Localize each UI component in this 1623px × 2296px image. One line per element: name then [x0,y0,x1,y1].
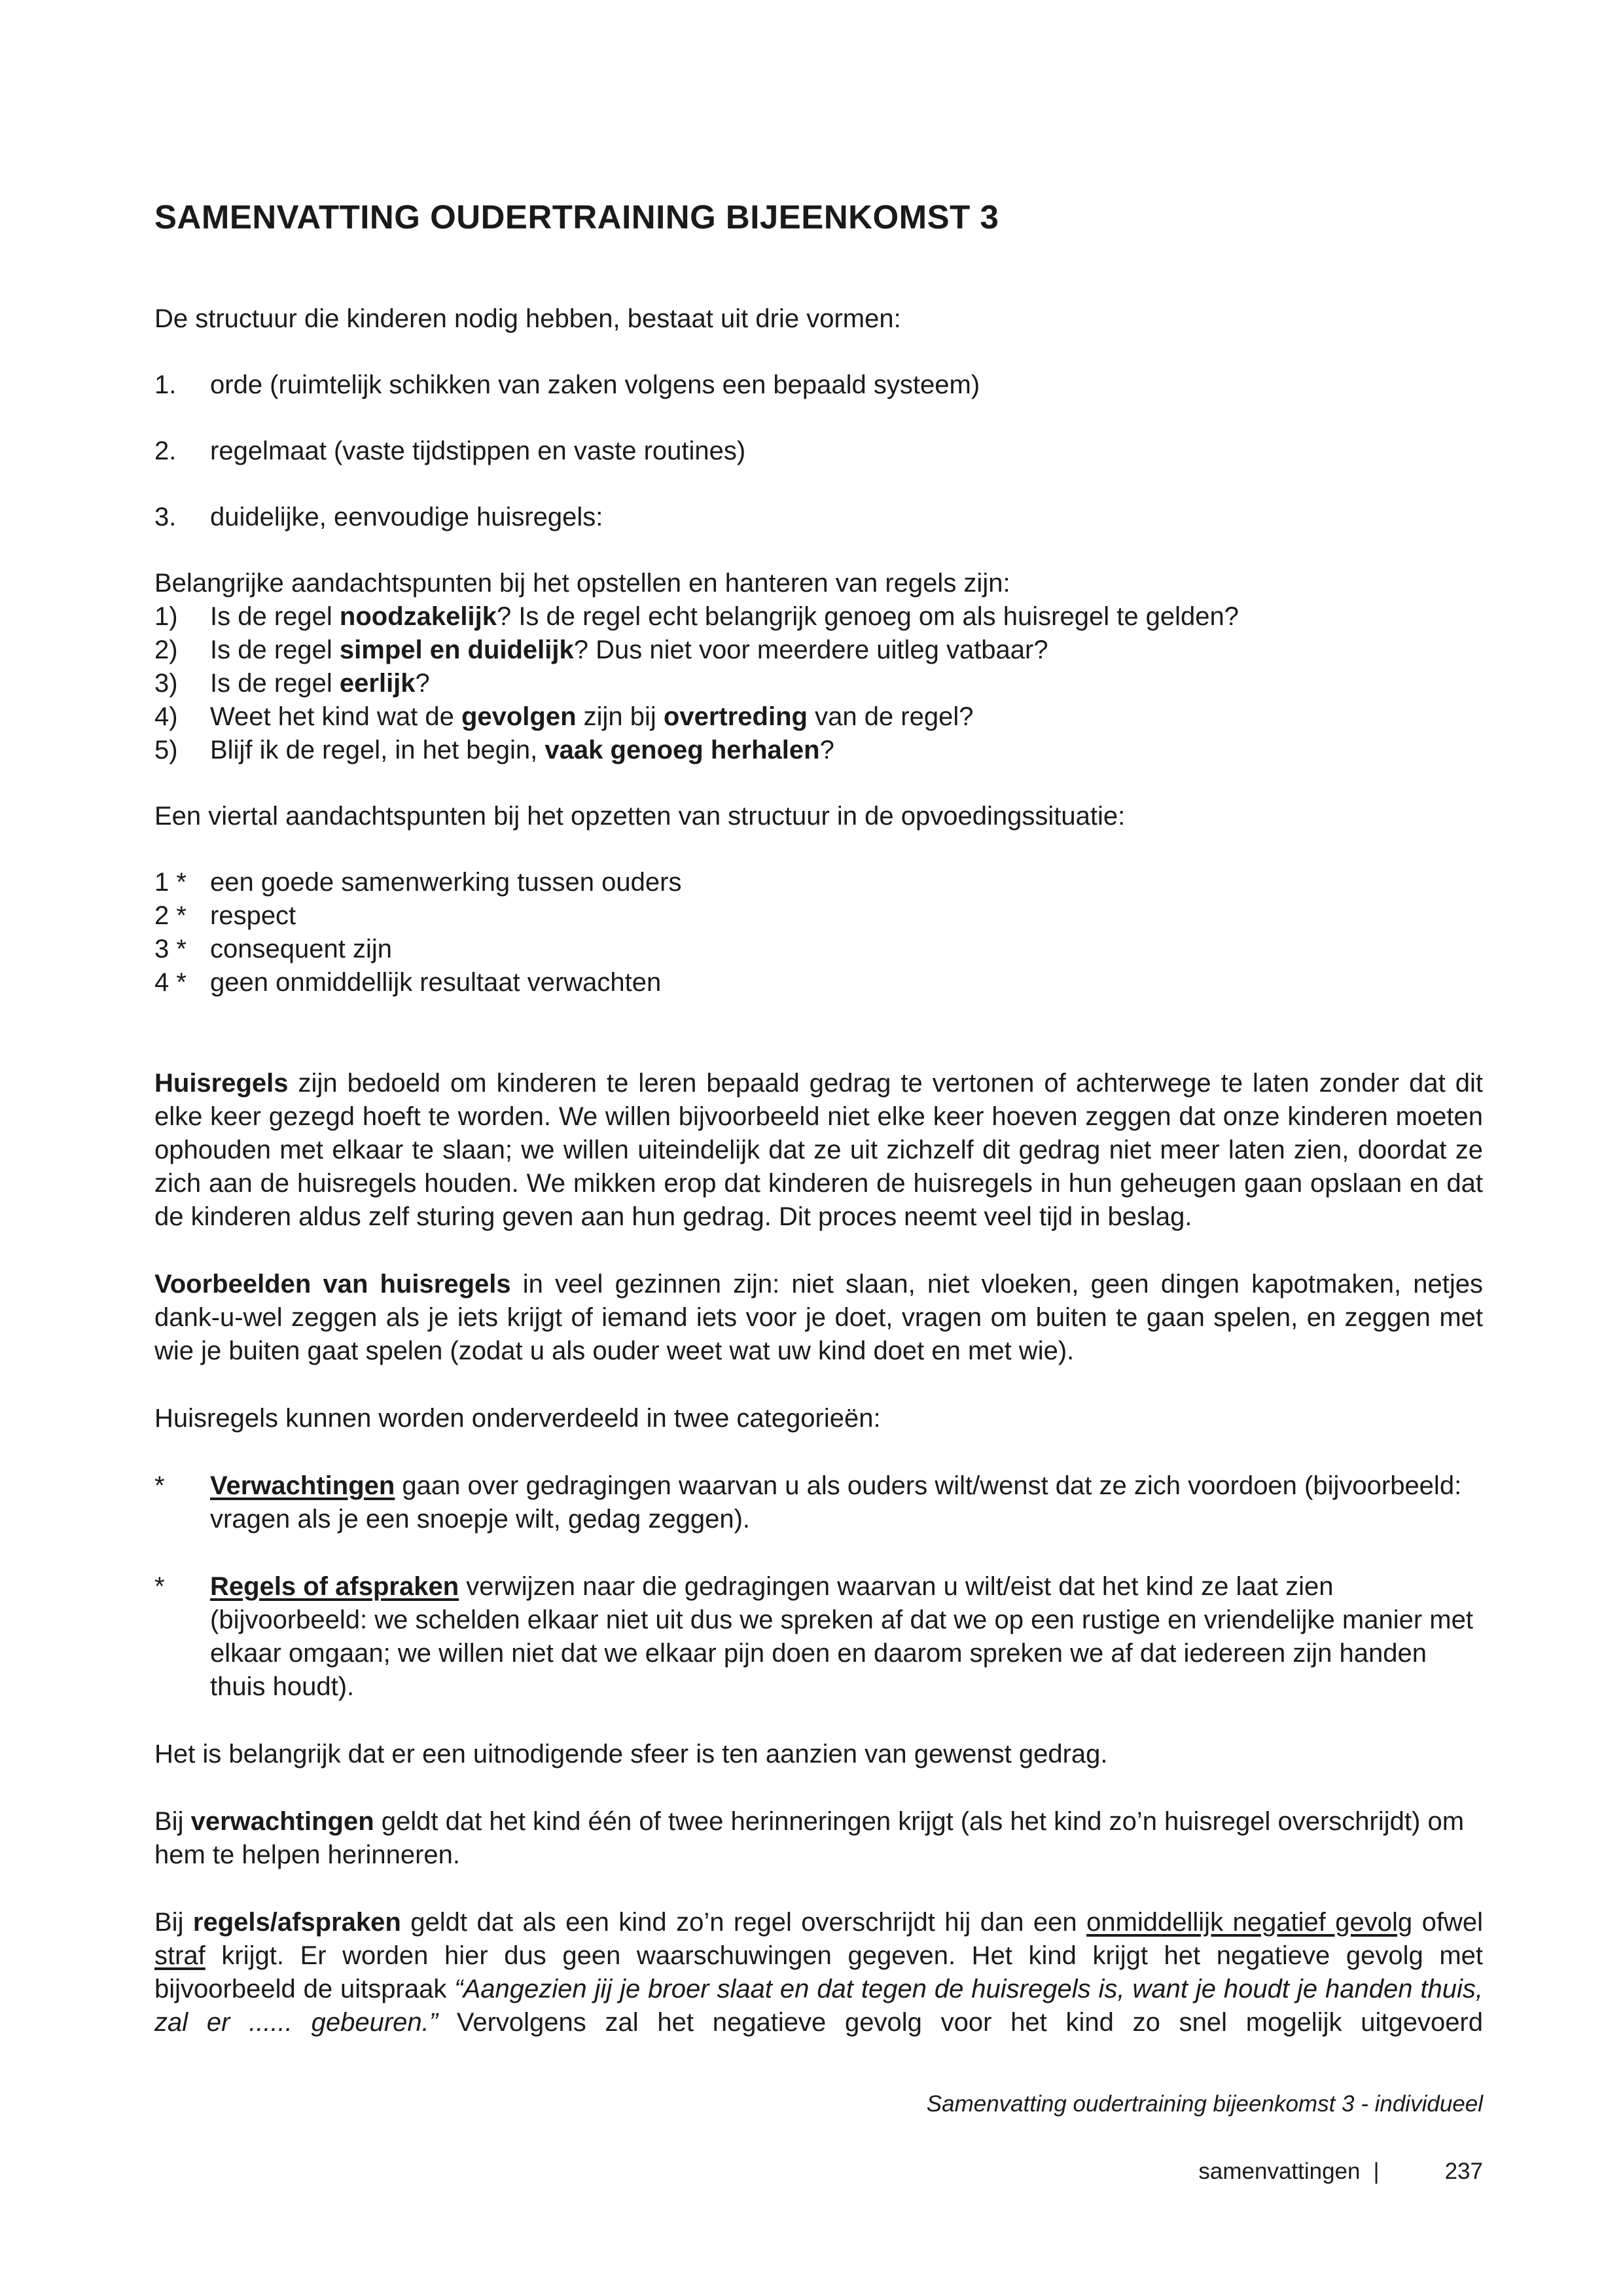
structure-forms-intro: De structuur die kinderen nodig hebben, bestaat uit drie vormen: [154,304,901,333]
page-title: SAMENVATTING OUDERTRAINING BIJEENKOMST 3 [154,198,999,236]
verwachtingen-paragraph: Bij verwachtingen geldt dat het kind één of twee herinneringen krijgt (als het kind zo’n huisregel overschrijdt) om hem te helpen herinneren. [154,1807,1465,1869]
list-item: 3. duidelijke, eenvoudige huisregels: [154,503,603,531]
list-item: 3 * consequent zijn [154,935,392,963]
document-page [154,0,1483,2296]
categories-intro: Huisregels kunnen worden onderverdeeld in twee categorieën: [154,1404,881,1433]
list-item: 1) Is de regel noodzakelijk? Is de regel echt belangrijk genoeg om als huisregel te gelden? [154,602,1240,631]
list-item: 5) Blijf ik de regel, in het begin, vaak genoeg herhalen? [154,736,834,764]
rules-intro: Belangrijke aandachtspunten bij het opstellen en hanteren van regels zijn: [154,569,1010,598]
list-item: 3) Is de regel eerlijk? [154,669,430,698]
structure-points-intro: Een viertal aandachtspunten bij het opzetten van structuur in de opvoedingssituatie: [154,802,1126,831]
running-footer-title: Samenvatting oudertraining bijeenkomst 3 - individueel [926,2091,1483,2117]
list-item: 1. orde (ruimtelijk schikken van zaken volgens een bepaald systeem) [154,370,980,399]
regels-paragraph: Bij regels/afspraken geldt dat als een kind zo’n regel overschrijdt hij dan een onmiddellijk negatief gevolg ofwel straf krijgt. Er worden hier dus geen waarschuwingen gegeven. Het kind krijgt het negatieve gevolg met bijvoorbeeld de uitspraak “Aangezien jij je broer slaat en dat tegen de huisregels is, want je houdt je handen thuis, zal er ...... gebeuren.” Vervolgens zal het negatieve gevolg voor het kind zo snel mogelijk uitgevoerd [154,1908,1484,2037]
list-item: * Verwachtingen gaan over gedragingen waarvan u als ouders wilt/wenst dat ze zich voordoen (bijvoorbeeld: vragen als je een snoepje wilt, gedag zeggen). [154,1471,1462,1534]
page-footer [1198,2159,1483,2185]
footer-section: samenvattingen [1198,2159,1361,2184]
list-item: 2) Is de regel simpel en duidelijk? Dus niet voor meerdere uitleg vatbaar? [154,636,1048,664]
voorbeelden-paragraph: Voorbeelden van huisregels in veel gezinnen zijn: niet slaan, niet vloeken, geen dingen kapotmaken, netjes dank-u-wel zeggen als je iets krijgt of iemand iets voor je doet, vragen om buiten te gaan spelen, en zeggen met wie je buiten gaat spelen (zodat u als ouder weet wat uw kind doet en met wie). [154,1270,1484,1365]
list-item: 2 * respect [154,901,296,930]
list-item: 2. regelmaat (vaste tijdstippen en vaste routines) [154,437,746,465]
list-item: * Regels of afspraken verwijzen naar die gedragingen waarvan u wilt/eist dat het kind ze laat zien (bijvoorbeeld: we schelden elkaar niet uit dus we spreken af dat we op een rustige en vriendelijke manier met elkaar omgaan; we willen niet dat we elkaar pijn doen en daarom spreken we af dat iedereen zijn handen thuis houdt). [154,1572,1473,1701]
footer-separator: | [1373,2159,1380,2184]
document-body [154,302,1483,2039]
list-item: 4) Weet het kind wat de gevolgen zijn bij overtreding van de regel? [154,702,974,731]
list-item: 4 * geen onmiddellijk resultaat verwachten [154,968,662,997]
page-number: 237 [1444,2159,1483,2184]
huisregels-paragraph: Huisregels zijn bedoeld om kinderen te leren bepaald gedrag te vertonen of achterwege te laten zonder dat dit elke keer gezegd hoeft te worden. We willen bijvoorbeeld niet elke keer hoeven zeggen dat onze kinderen moeten ophouden met elkaar te slaan; we willen uiteindelijk dat ze uit zichzelf dit gedrag niet meer laten zien, doordat ze zich aan de huisregels houden. We mikken erop dat kinderen de huisregels in hun geheugen gaan opslaan en dat de kinderen aldus zelf sturing geven aan hun gedrag. Dit proces neemt veel tijd in beslag. [154,1069,1483,1231]
list-item: 1 * een goede samenwerking tussen ouders [154,868,682,897]
sfeer-paragraph: Het is belangrijk dat er een uitnodigende sfeer is ten aanzien van gewenst gedrag. [154,1740,1108,1768]
